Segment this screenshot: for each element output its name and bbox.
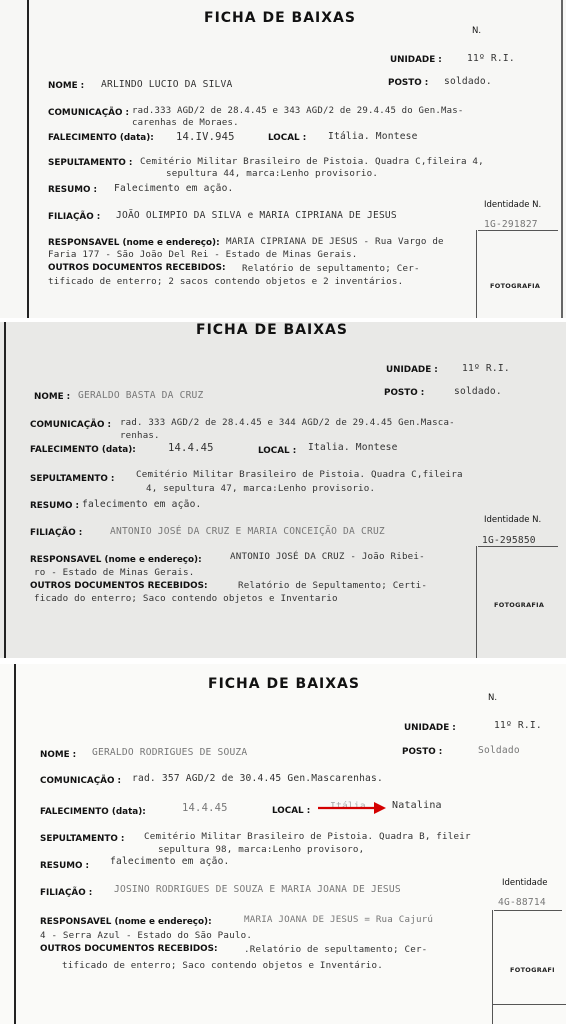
comunicacao-value-line2: renhas. — [120, 431, 160, 441]
fotografia-label: FOTOGRAFIA — [494, 601, 545, 609]
outros-documentos-label: OUTROS DOCUMENTOS RECEBIDOS: — [48, 263, 226, 273]
identidade-underline — [478, 230, 558, 231]
filiacao-label: FILIAÇÃO : — [40, 888, 93, 898]
casualty-record-card-3 — [0, 664, 566, 1024]
comunicacao-label: COMUNICAÇÃO : — [40, 776, 122, 786]
nome-value: GERALDO BASTA DA CRUZ — [78, 390, 204, 401]
sepultamento-value: Cemitério Militar Brasileiro de Pistoia. Quadra C,fileira 4, — [140, 156, 484, 167]
sepultamento-value: Cemitério Militar Brasileiro de Pistoia. Quadra C,fileira — [136, 469, 463, 480]
resumo-value: falecimento em ação. — [82, 499, 202, 510]
identidade-value: 1G-295850 — [482, 535, 536, 546]
card-right-edge — [561, 0, 563, 318]
resumo-label: RESUMO : — [30, 501, 80, 511]
filiacao-value: JOÃO OLIMPIO DA SILVA e MARIA CIPRIANA DE JESUS — [116, 210, 397, 221]
comunicacao-value-line2: carenhas de Moraes. — [132, 118, 239, 128]
unidade-value: 11º R.I. — [494, 720, 542, 731]
card-left-edge — [27, 0, 29, 318]
local-value: Itália. Montese — [328, 131, 418, 142]
local-value: Itália — [330, 801, 366, 812]
sepultamento-value: Cemitério Militar Brasileiro de Pistoia. Quadra B, fileir — [144, 831, 471, 842]
responsavel-value-line2: Faria 177 - São João Del Rei - Estado de Minas Gerais. — [48, 249, 358, 260]
comunicacao-value: rad. 357 AGD/2 de 30.4.45 Gen.Mascarenhas. — [132, 773, 383, 784]
responsavel-value-line2: ro - Estado de Minas Gerais. — [34, 567, 195, 578]
resumo-value: falecimento em ação. — [110, 856, 230, 867]
outros-documentos-label: OUTROS DOCUMENTOS RECEBIDOS: — [40, 944, 218, 954]
falecimento-label: FALECIMENTO (data): — [30, 445, 136, 455]
photo-box-border — [476, 546, 477, 658]
photo-box-border — [476, 230, 477, 318]
nome-value: ARLINDO LUCIO DA SILVA — [101, 79, 233, 90]
nome-label: NOME : — [40, 750, 77, 760]
comunicacao-value: rad. 333 AGD/2 de 28.4.45 e 344 AGD/2 de 29.4.45 Gen.Masca- — [120, 418, 455, 428]
sepultamento-label: SEPULTAMENTO : — [48, 158, 133, 168]
outros-documentos-value: Relatório de Sepultamento; Certi- — [238, 580, 428, 591]
filiacao-label: FILIAÇÃO : — [30, 528, 83, 538]
falecimento-value: 14.IV.945 — [176, 131, 235, 143]
local-value: Italia. Montese — [308, 442, 398, 453]
local-annotation: Natalina — [392, 800, 442, 811]
responsavel-value-line2: 4 - Serra Azul - Estado do São Paulo. — [40, 930, 253, 941]
comunicacao-label: COMUNICAÇÃO : — [48, 108, 130, 118]
posto-value: Soldado — [478, 745, 520, 756]
identidade-value: 4G-88714 — [498, 897, 546, 908]
unidade-label: UNIDADE : — [404, 723, 456, 733]
filiacao-label: FILIAÇÃO : — [48, 212, 101, 222]
unidade-label: UNIDADE : — [390, 55, 442, 65]
posto-value: soldado. — [454, 386, 502, 397]
casualty-record-card-1 — [0, 0, 566, 318]
fotografia-label: FOTOGRAFI — [510, 966, 555, 974]
card-title: FICHA DE BAIXAS — [204, 10, 356, 26]
falecimento-value: 14.4.45 — [182, 802, 228, 814]
card-title: FICHA DE BAIXAS — [196, 322, 348, 338]
nome-value: GERALDO RODRIGUES DE SOUZA — [92, 747, 248, 758]
outros-documentos-value-line2: tificado de enterro; Saco contendo objetos e Inventário. — [62, 960, 383, 971]
falecimento-label: FALECIMENTO (data): — [40, 807, 146, 817]
identidade-value: 1G-291827 — [484, 219, 538, 230]
photo-box-border — [492, 910, 493, 1024]
unidade-value: 11º R.I. — [467, 53, 515, 64]
sepultamento-value-line2: sepultura 98, marca:Lenho provisoro, — [158, 844, 365, 855]
nome-label: NOME : — [34, 392, 71, 402]
sepultamento-value-line2: sepultura 44, marca:Lenho provisorio. — [166, 168, 379, 179]
sepultamento-value-line2: 4, sepultura 47, marca:Lenho provisorio. — [146, 483, 376, 494]
posto-value: soldado. — [444, 76, 492, 87]
unidade-value: 11º R.I. — [462, 363, 510, 374]
fotografia-label: FOTOGRAFIA — [490, 282, 541, 290]
filiacao-value: JOSINO RODRIGUES DE SOUZA E MARIA JOANA DE JESUS — [114, 884, 401, 895]
resumo-label: RESUMO : — [48, 185, 98, 195]
identidade-label: Identidade — [502, 878, 548, 888]
sepultamento-label: SEPULTAMENTO : — [40, 834, 125, 844]
card-title: FICHA DE BAIXAS — [208, 676, 360, 692]
casualty-record-card-2 — [0, 322, 566, 658]
identidade-underline — [494, 910, 562, 911]
responsavel-value: MARIA JOANA DE JESUS = Rua Cajurú — [244, 914, 434, 925]
unidade-label: UNIDADE : — [386, 365, 438, 375]
card-left-edge — [4, 322, 6, 658]
outros-documentos-value-line2: tificado de enterro; 2 sacos contendo objetos e 2 inventários. — [48, 276, 404, 287]
local-label: LOCAL : — [272, 806, 311, 816]
comunicacao-value: rad.333 AGD/2 de 28.4.45 e 343 AGD/2 de 29.4.45 do Gen.Mas- — [132, 106, 464, 116]
resumo-value: Falecimento em ação. — [114, 183, 234, 194]
local-label: LOCAL : — [258, 446, 297, 456]
identidade-label: Identidade N. — [484, 200, 542, 210]
record-number-label: N. — [488, 693, 498, 703]
falecimento-label: FALECIMENTO (data): — [48, 133, 154, 143]
photo-box-bottom — [492, 1004, 566, 1005]
responsavel-value: MARIA CIPRIANA DE JESUS - Rua Vargo de — [226, 236, 444, 247]
falecimento-value: 14.4.45 — [168, 442, 214, 454]
responsavel-label: RESPONSAVEL (nome e endereço): — [48, 238, 220, 248]
responsavel-label: RESPONSAVEL (nome e endereço): — [30, 555, 202, 565]
sepultamento-label: SEPULTAMENTO : — [30, 474, 115, 484]
resumo-label: RESUMO : — [40, 861, 90, 871]
card-left-edge — [14, 664, 16, 1024]
outros-documentos-value: Relatório de sepultamento; Cer- — [242, 263, 420, 274]
annotation-arrow — [318, 801, 386, 815]
local-label: LOCAL : — [268, 133, 307, 143]
nome-label: NOME : — [48, 81, 85, 91]
filiacao-value: ANTONIO JOSÉ DA CRUZ E MARIA CONCEIÇÃO DA CRUZ — [110, 526, 385, 537]
record-number-label: N. — [472, 26, 482, 36]
comunicacao-label: COMUNICAÇÃO : — [30, 420, 112, 430]
posto-label: POSTO : — [388, 78, 429, 88]
outros-documentos-label: OUTROS DOCUMENTOS RECEBIDOS: — [30, 581, 208, 591]
identidade-label: Identidade N. — [484, 515, 542, 525]
outros-documentos-value: .Relatório de sepultamento; Cer- — [244, 944, 428, 955]
posto-label: POSTO : — [384, 388, 425, 398]
responsavel-value: ANTONIO JOSÉ DA CRUZ - João Ribei- — [230, 551, 425, 562]
responsavel-label: RESPONSAVEL (nome e endereço): — [40, 917, 212, 927]
outros-documentos-value-line2: ficado do enterro; Saco contendo objetos e Inventario — [34, 593, 338, 604]
posto-label: POSTO : — [402, 747, 443, 757]
identidade-underline — [478, 546, 558, 547]
